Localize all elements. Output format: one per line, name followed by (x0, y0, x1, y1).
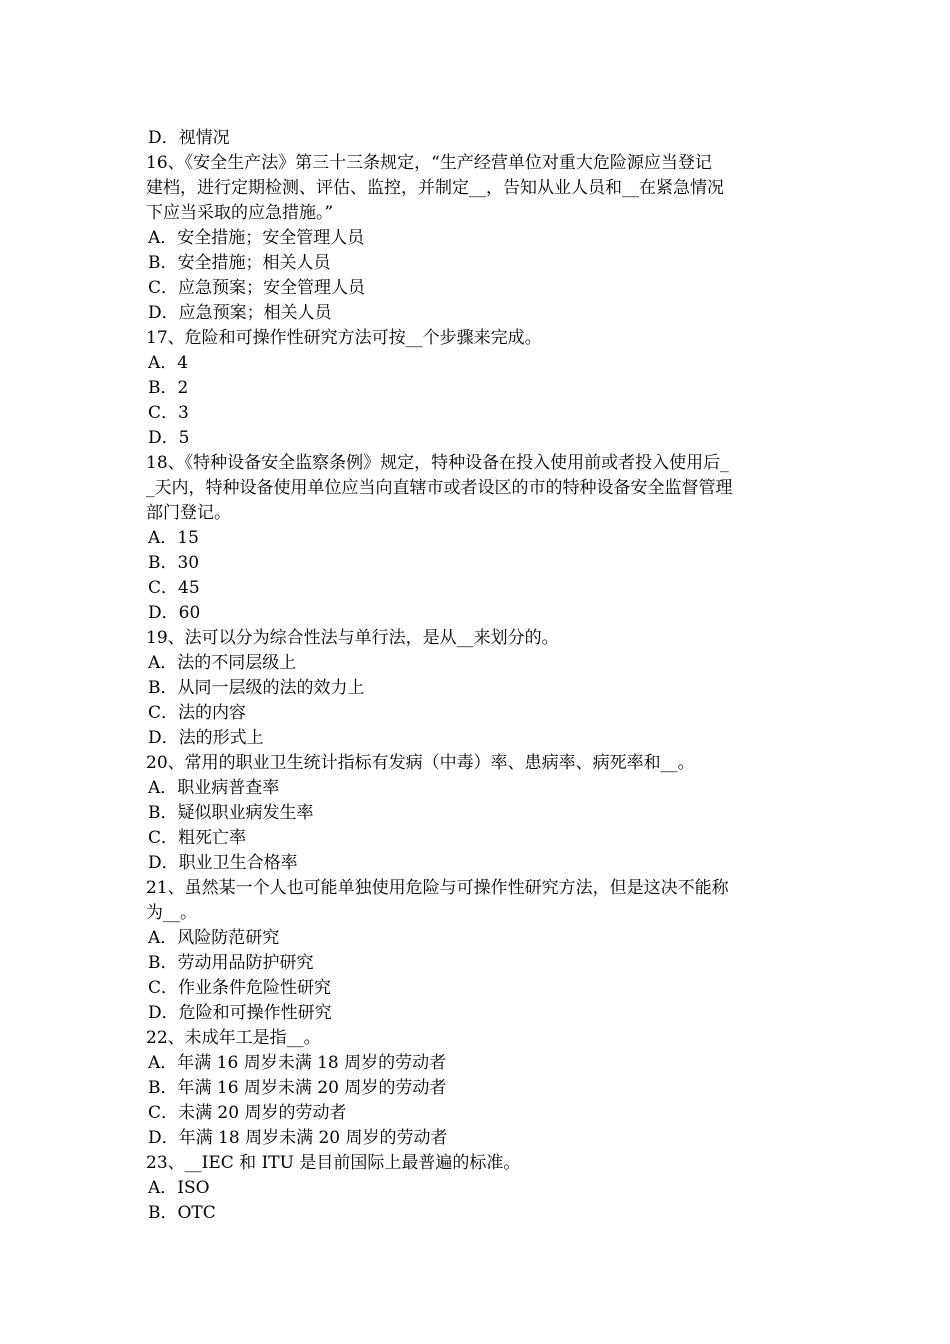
question-line: 建档，进行定期检测、评估、监控，并制定__，告知从业人员和__在紧急情况 (146, 178, 724, 198)
question-line: 22、未成年工是指__。 (146, 1028, 321, 1048)
option-line: A．4 (148, 353, 189, 373)
option-line: C．未满 20 周岁的劳动者 (148, 1103, 347, 1123)
document-page (146, 126, 808, 1226)
question-line: 18、《特种设备安全监察条例》规定，特种设备在投入使用前或者投入使用后_ (146, 453, 729, 473)
option-line: B．OTC (148, 1203, 216, 1223)
question-line: 19、法可以分为综合性法与单行法，是从__来划分的。 (146, 628, 559, 648)
question-line: _天内，特种设备使用单位应当向直辖市或者设区的市的特种设备安全监督管理 (146, 478, 733, 498)
question-line: 16、《安全生产法》第三十三条规定，“生产经营单位对重大危险源应当登记 (146, 153, 712, 173)
option-line: B．劳动用品防护研究 (148, 953, 314, 973)
option-line: C．法的内容 (148, 703, 247, 723)
question-line: 23、__IEC 和 ITU 是目前国际上最普遍的标准。 (146, 1153, 521, 1173)
option-line: A．ISO (148, 1178, 210, 1198)
option-line: B．从同一层级的法的效力上 (148, 678, 365, 698)
question-line: 21、虽然某一个人也可能单独使用危险与可操作性研究方法，但是这决不能称 (146, 878, 729, 898)
question-line: 下应当采取的应急措施。” (146, 203, 334, 223)
option-line: C．粗死亡率 (148, 828, 247, 848)
option-line: B．2 (148, 378, 189, 398)
question-line: 为__。 (146, 903, 197, 923)
option-line: D．危险和可操作性研究 (148, 1003, 332, 1023)
option-line: C．作业条件危险性研究 (148, 978, 332, 998)
option-line: C．应急预案；安全管理人员 (148, 278, 366, 298)
option-line: A．安全措施；安全管理人员 (148, 228, 365, 248)
option-line: B．安全措施；相关人员 (148, 253, 331, 273)
option-line: B．疑似职业病发生率 (148, 803, 314, 823)
option-line: B．年满 16 周岁未满 20 周岁的劳动者 (148, 1078, 447, 1098)
question-line: 20、常用的职业卫生统计指标有发病（中毒）率、患病率、病死率和__。 (146, 753, 695, 773)
option-line: D．5 (148, 428, 190, 448)
option-line: B．30 (148, 553, 200, 573)
question-line: 17、危险和可操作性研究方法可按__个步骤来完成。 (146, 328, 542, 348)
option-line: D．应急预案；相关人员 (148, 303, 332, 323)
option-line: D．职业卫生合格率 (148, 853, 298, 873)
question-line: 部门登记。 (146, 503, 231, 523)
option-line: A．年满 16 周岁未满 18 周岁的劳动者 (148, 1053, 447, 1073)
option-line: A．法的不同层级上 (148, 653, 297, 673)
option-line: D．视情况 (148, 128, 230, 148)
option-line: C．45 (148, 578, 200, 598)
option-line: D．法的形式上 (148, 728, 264, 748)
option-line: C．3 (148, 403, 189, 423)
option-line: D．60 (148, 603, 201, 623)
option-line: D．年满 18 周岁未满 20 周岁的劳动者 (148, 1128, 448, 1148)
option-line: A．职业病普查率 (148, 778, 280, 798)
option-line: A．15 (148, 528, 199, 548)
option-line: A．风险防范研究 (148, 928, 280, 948)
